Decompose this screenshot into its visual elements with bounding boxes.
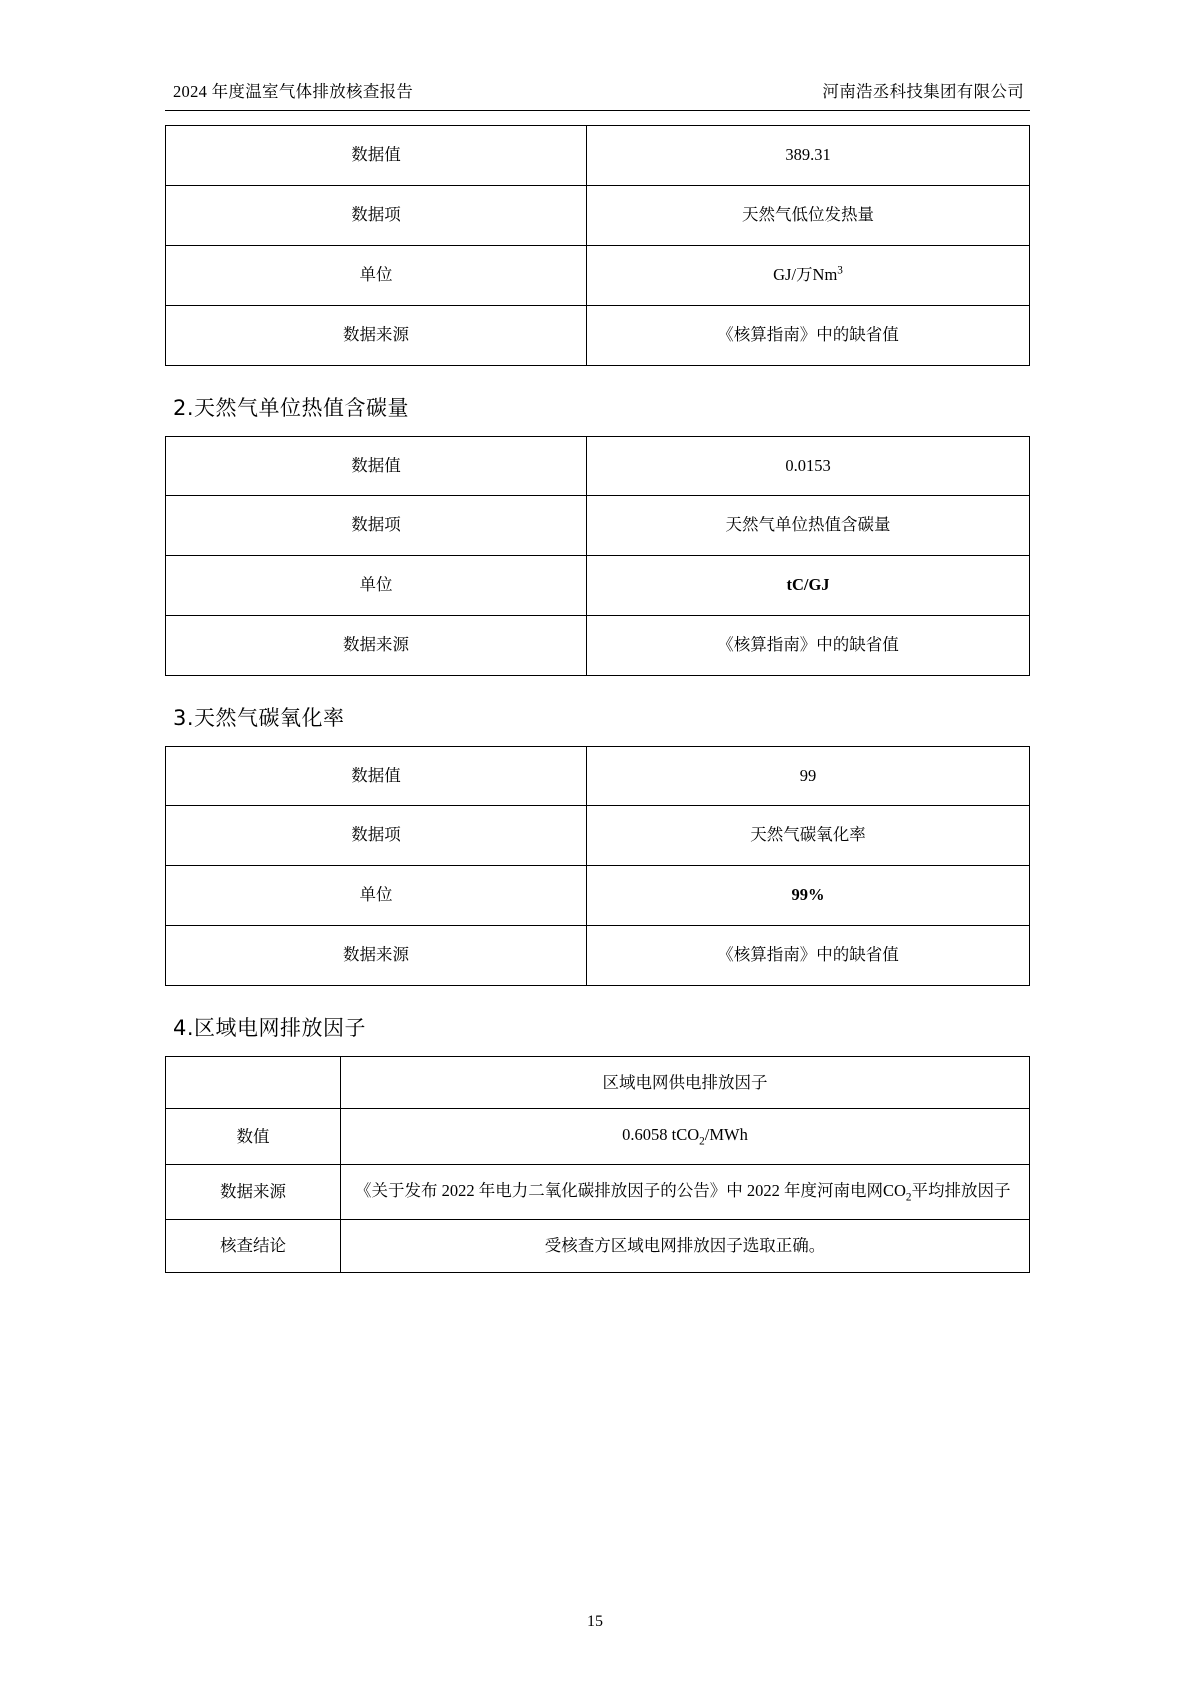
row-value: 《核算指南》中的缺省值 [587,925,1030,985]
row-value: 0.6058 tCO$_2$/MWh [341,1109,1030,1165]
row-label: 数据值 [166,436,587,496]
table-natural-gas-heating-value [165,125,1030,366]
row-label: 数据来源 [166,925,587,985]
table-row [166,746,1030,806]
row-label: 数据项 [166,496,587,556]
table-row [166,1164,1030,1220]
table-row [166,1056,1030,1109]
row-value: 受核查方区域电网排放因子选取正确。 [341,1220,1030,1273]
row-value: tC/GJ [587,556,1030,616]
row-label: 单位 [166,866,587,926]
table-row [166,185,1030,245]
row-value: 0.0153 [587,436,1030,496]
row-label: 数据值 [166,126,587,186]
row-value: 天然气单位热值含碳量 [587,496,1030,556]
table-row [166,925,1030,985]
table-carbon-content-per-heat [165,436,1030,676]
table-title: 区域电网供电排放因子 [341,1056,1030,1109]
row-value: 天然气低位发热量 [587,185,1030,245]
row-label: 单位 [166,556,587,616]
section-heading-2: 2.天然气单位热值含碳量 [173,395,410,420]
table-row [166,496,1030,556]
row-value: 《核算指南》中的缺省值 [587,615,1030,675]
table-row [166,866,1030,926]
table-regional-grid-emission-factor [165,1056,1030,1273]
table-row [166,806,1030,866]
row-label: 核查结论 [166,1220,341,1273]
table-row [166,1220,1030,1273]
row-label: 数据项 [166,806,587,866]
row-value-unit: GJ/万Nm$^3$ [587,245,1030,305]
section-heading-4: 4.区域电网排放因子 [173,1015,367,1040]
row-value: 天然气碳氧化率 [587,806,1030,866]
table-carbon-oxidation-rate [165,746,1030,986]
row-label: 数据值 [166,746,587,806]
table-row [166,1109,1030,1165]
row-label: 数值 [166,1109,341,1165]
row-value: 《关于发布 2022 年电力二氧化碳排放因子的公告》中 2022 年度河南电网$CO_2$平均排放因子 [341,1164,1030,1220]
page-header [165,78,1030,102]
table-row [166,126,1030,186]
table-row [166,436,1030,496]
table-row [166,615,1030,675]
row-label: 数据来源 [166,1164,341,1220]
row-value: 389.31 [587,126,1030,186]
table-row [166,305,1030,365]
row-label: 数据来源 [166,615,587,675]
row-value: 99 [587,746,1030,806]
page-number: 15 [587,1613,603,1630]
header-title-right: 河南浩丞科技集团有限公司 [822,82,1024,101]
table-row [166,556,1030,616]
row-value: 99% [587,866,1030,926]
row-label: 数据项 [166,185,587,245]
row-label: 单位 [166,245,587,305]
section-heading-3: 3.天然气碳氧化率 [173,705,345,730]
row-label-empty [166,1056,341,1109]
row-value: 《核算指南》中的缺省值 [587,305,1030,365]
table-row [166,245,1030,305]
header-title-left: 2024 年度温室气体排放核查报告 [173,82,414,101]
header-divider [165,110,1030,111]
row-label: 数据来源 [166,305,587,365]
